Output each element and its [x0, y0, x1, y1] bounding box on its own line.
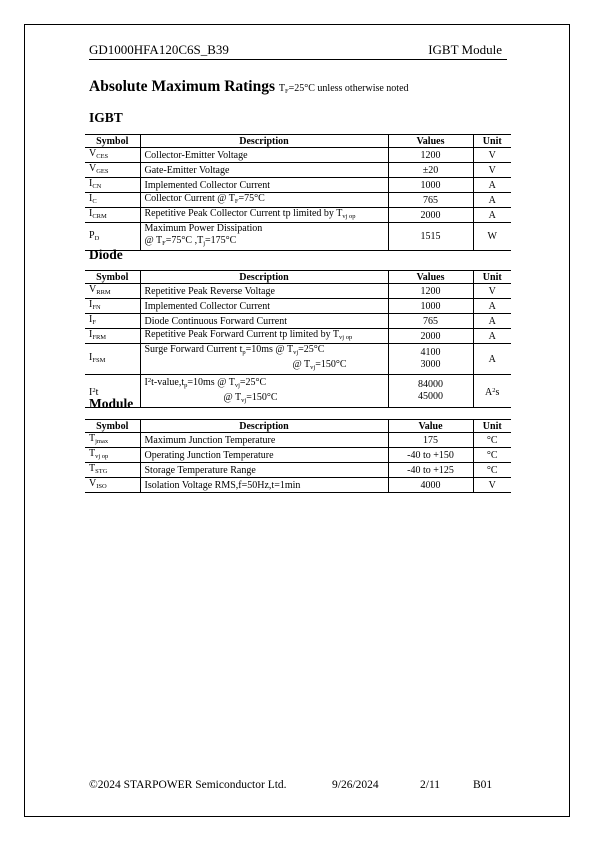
value-cell: 175 [388, 433, 473, 448]
table-row [85, 163, 511, 178]
value-cell: 1200 [388, 284, 473, 299]
table-row [85, 478, 511, 493]
unit-cell: W [473, 223, 511, 251]
table-row [85, 448, 511, 463]
symbol-cell: $V_{CES}$ [85, 148, 140, 163]
table-row [85, 344, 511, 375]
symbol-cell: $I_{CN}$ [85, 178, 140, 193]
symbol-cell: $T_{jmax}$ [85, 433, 140, 448]
footer-date: 9/26/2024 [332, 779, 379, 791]
table-header-row [85, 271, 511, 284]
col-description: Description [140, 271, 388, 284]
footer-revision: B01 [473, 779, 493, 791]
description-cell: Storage Temperature Range [140, 463, 388, 478]
description-cell: Implemented Collector Current [140, 299, 388, 314]
symbol-cell: $I_{FSM}$ [85, 344, 140, 375]
col-unit: Unit [473, 135, 511, 148]
value-cell: 765 [388, 193, 473, 208]
col-symbol: Symbol [85, 420, 140, 433]
unit-cell: V [473, 478, 511, 493]
unit-cell: V [473, 148, 511, 163]
value-cell: 1000 [388, 178, 473, 193]
value-cell: -40 to +125 [388, 463, 473, 478]
col-values: Values [388, 271, 473, 284]
value-cell: -40 to +150 [388, 448, 473, 463]
section-title-module: Module [89, 396, 134, 411]
value-cell: 765 [388, 314, 473, 329]
unit-cell: A [473, 193, 511, 208]
section-title-diode: Diode [89, 247, 123, 262]
description-cell: Repetitive Peak Reverse Voltage [140, 284, 388, 299]
unit-cell: °C [473, 448, 511, 463]
symbol-cell: $I_C$ [85, 193, 140, 208]
col-values: Values [388, 135, 473, 148]
col-symbol: Symbol [85, 271, 140, 284]
symbol-cell: $I_{FN}$ [85, 299, 140, 314]
table-row [85, 208, 511, 223]
table-row [85, 299, 511, 314]
symbol-cell: $V_{ISO}$ [85, 478, 140, 493]
page-header [89, 42, 507, 60]
description-cell: Operating Junction Temperature [140, 448, 388, 463]
table-row [85, 329, 511, 344]
title-condition: $T_F=25^\circ C$ unless otherwise noted [278, 83, 409, 95]
value-cell: ±20 [388, 163, 473, 178]
symbol-cell: $I_{FRM}$ [85, 329, 140, 344]
table-row [85, 223, 511, 251]
value-cell: 2000 [388, 208, 473, 223]
description-cell: Implemented Collector Current [140, 178, 388, 193]
title-main: Absolute Maximum Ratings [89, 78, 276, 95]
description-cell: $I^2t-value,t_p=10ms$ @ $T_{vj}=25^\circ C$ @ $T_{vj}=150^\circ C$ [140, 375, 388, 408]
description-cell: Repetitive Peak Forward Current tp limited by $T_{vj op}$ [140, 329, 388, 344]
table-row [85, 284, 511, 299]
footer-copyright: ©2024 STARPOWER Semiconductor Ltd. [89, 779, 287, 791]
unit-cell: V [473, 163, 511, 178]
table-header-row [85, 420, 511, 433]
symbol-cell: $V_{RRM}$ [85, 284, 140, 299]
document-id: GD1000HFA120C6S_B39 [89, 42, 229, 57]
col-description: Description [140, 135, 388, 148]
unit-cell: A [473, 329, 511, 344]
description-cell: Collector Current @ $T_F=75^\circ C$ [140, 193, 388, 208]
table-row [85, 375, 511, 408]
unit-cell: A [473, 314, 511, 329]
value-cell: 1515 [388, 223, 473, 251]
description-cell: Collector-Emitter Voltage [140, 148, 388, 163]
symbol-cell: $T_{vj op}$ [85, 448, 140, 463]
unit-cell: $A^2s$ [473, 375, 511, 408]
page-title [89, 78, 409, 96]
unit-cell: A [473, 299, 511, 314]
table-row [85, 178, 511, 193]
symbol-cell: $T_{STG}$ [85, 463, 140, 478]
col-value: Value [388, 420, 473, 433]
unit-cell: A [473, 344, 511, 375]
symbol-cell: $I_F$ [85, 314, 140, 329]
description-cell: Repetitive Peak Collector Current tp limited by $T_{vj op}$ [140, 208, 388, 223]
symbol-cell: $I^2t$ [85, 375, 140, 408]
symbol-cell: $I_{CRM}$ [85, 208, 140, 223]
section-title-igbt: IGBT [89, 110, 123, 125]
unit-cell: A [473, 208, 511, 223]
value-cell: 2000 [388, 329, 473, 344]
table-row [85, 148, 511, 163]
value-cell: 4100 3000 [388, 344, 473, 375]
unit-cell: °C [473, 463, 511, 478]
module-table [85, 419, 511, 493]
col-symbol: Symbol [85, 135, 140, 148]
unit-cell: A [473, 178, 511, 193]
symbol-cell: $V_{GES}$ [85, 163, 140, 178]
description-cell: Diode Continuous Forward Current [140, 314, 388, 329]
col-description: Description [140, 420, 388, 433]
value-cell: 1200 [388, 148, 473, 163]
table-row [85, 463, 511, 478]
unit-cell: °C [473, 433, 511, 448]
footer-page-number: 2/11 [420, 779, 441, 791]
table-header-row [85, 135, 511, 148]
table-row [85, 193, 511, 208]
value-cell: 84000 45000 [388, 375, 473, 408]
description-cell: Surge Forward Current $t_p=10ms$ @ $T_{vj}=25^\circ C$ @ $T_{vj}=150^\circ C$ [140, 344, 388, 375]
col-unit: Unit [473, 271, 511, 284]
igbt-table [85, 134, 511, 251]
diode-table [85, 270, 511, 408]
symbol-cell: $P_D$ [85, 223, 140, 251]
col-unit: Unit [473, 420, 511, 433]
description-cell: Isolation Voltage RMS,f=50Hz,t=1min [140, 478, 388, 493]
value-cell: 1000 [388, 299, 473, 314]
table-row [85, 314, 511, 329]
table-row [85, 433, 511, 448]
description-cell: Maximum Power Dissipation @ $T_F=75^\circ C$ $,T_j=175^\circ C$ [140, 223, 388, 251]
value-cell: 4000 [388, 478, 473, 493]
unit-cell: V [473, 284, 511, 299]
description-cell: Maximum Junction Temperature [140, 433, 388, 448]
description-cell: Gate-Emitter Voltage [140, 163, 388, 178]
document-type: IGBT Module [428, 42, 502, 57]
